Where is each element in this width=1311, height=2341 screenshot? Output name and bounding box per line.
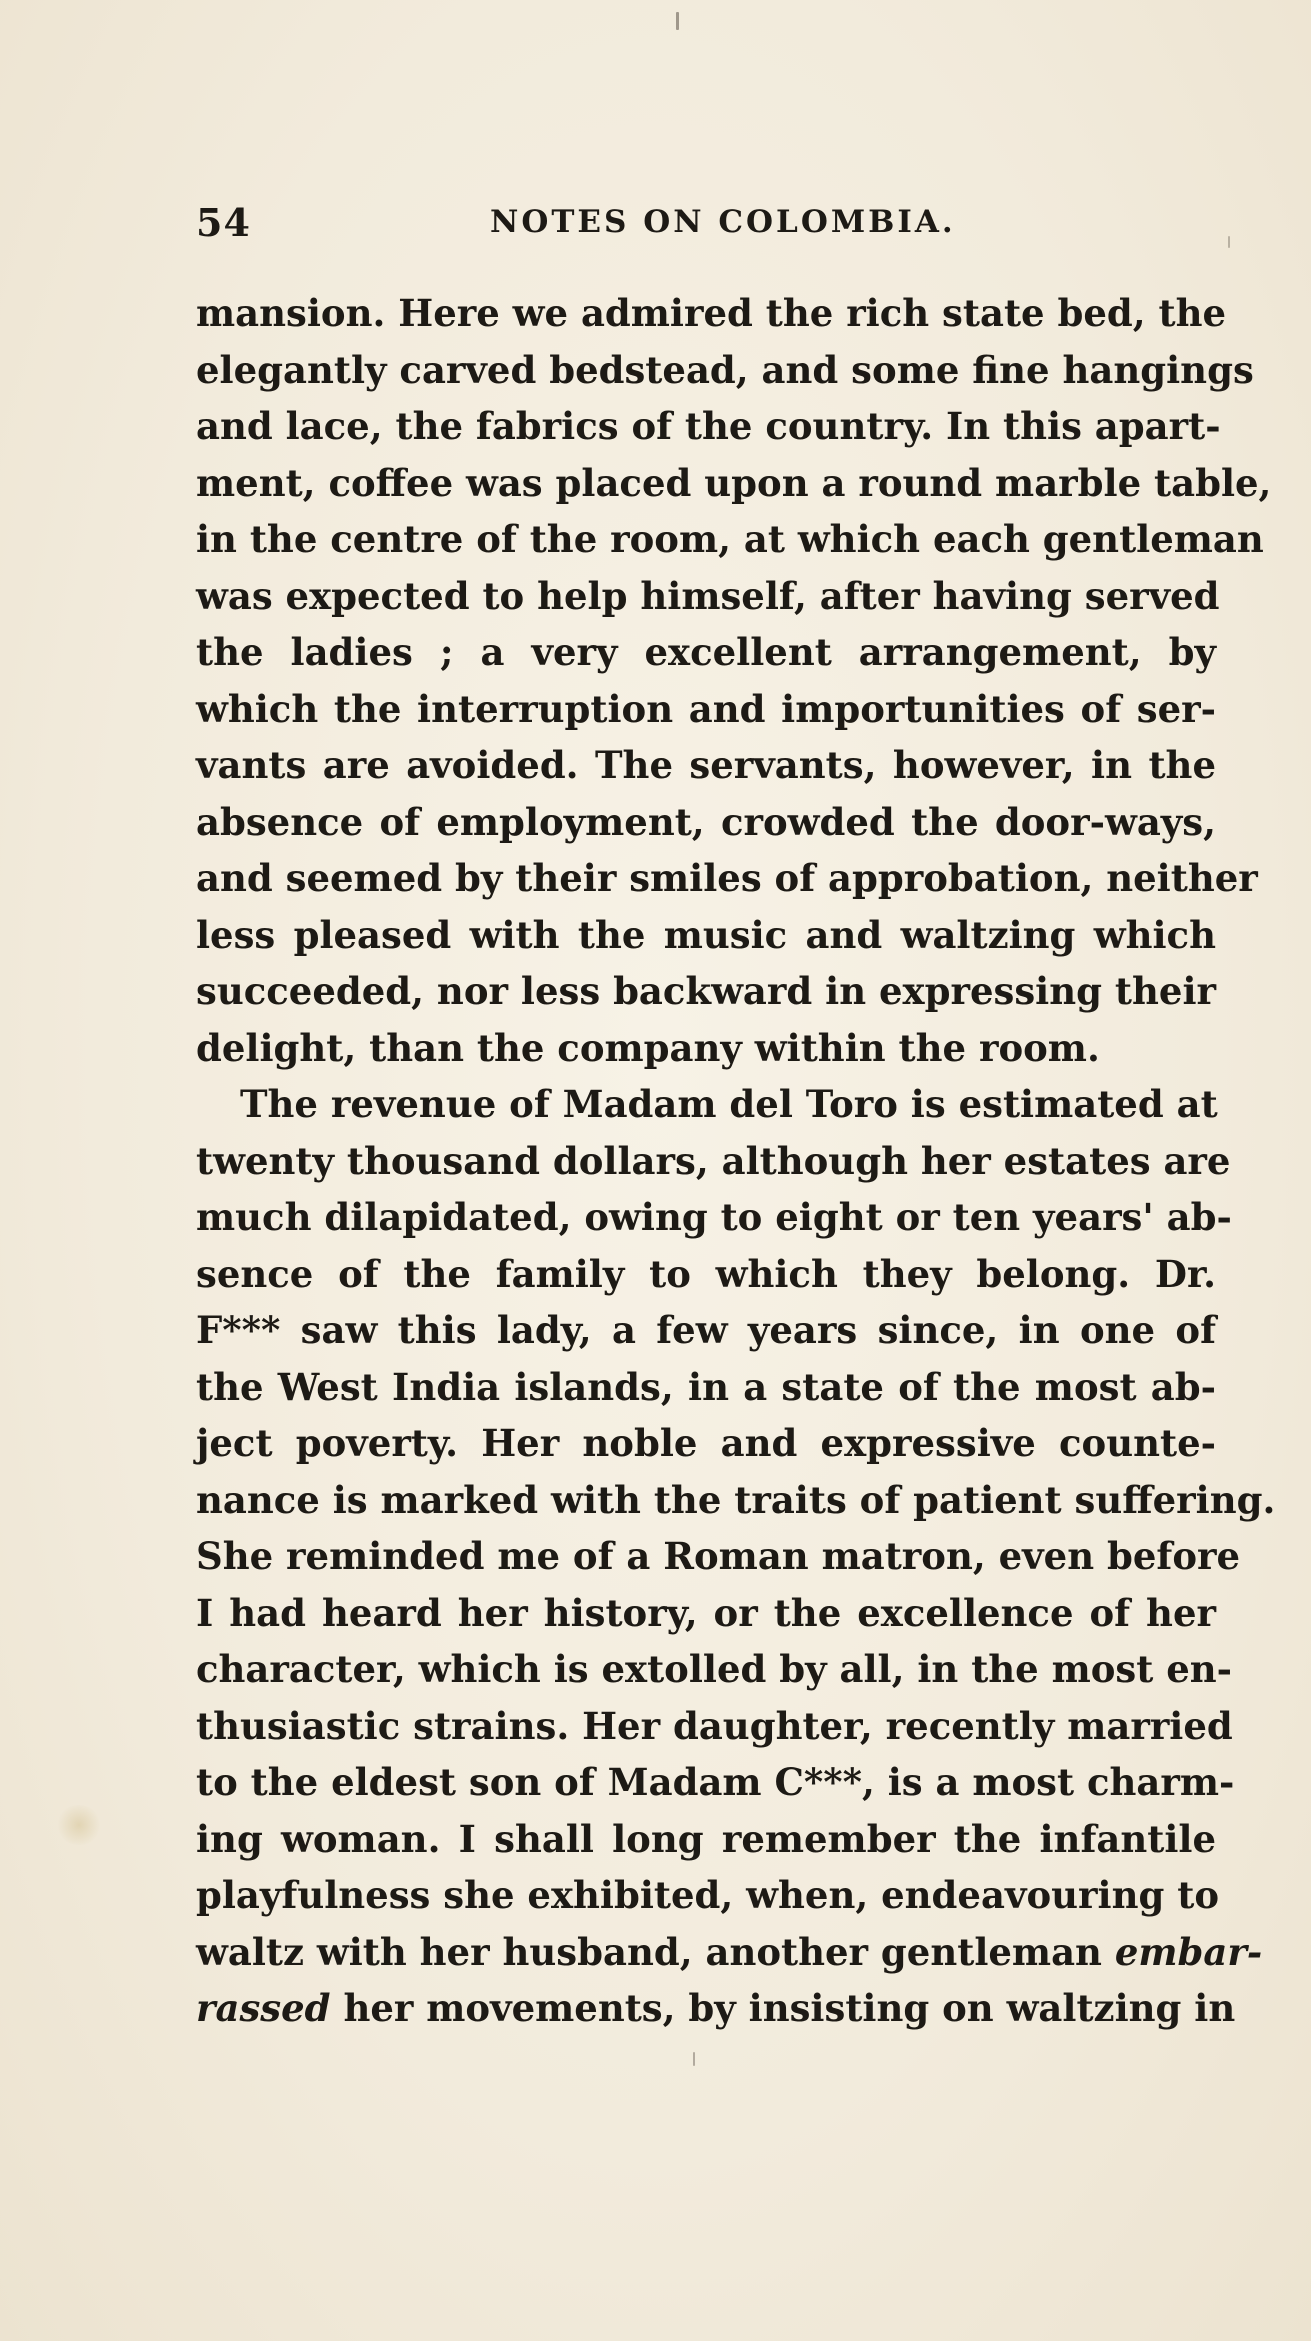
- text-line-main: waltz with her husband, another gentleman: [196, 1929, 1115, 1974]
- text-line: absence of employment, crowded the door-ways,: [196, 799, 1216, 844]
- text-line: elegantly carved bedstead, and some fine hangings: [196, 347, 1254, 392]
- text-line: nance is marked with the traits of patient suffering.: [196, 1477, 1276, 1522]
- paper-speck: [1228, 236, 1230, 248]
- text-line: succeeded, nor less backward in expressing their: [196, 969, 1216, 1013]
- italic-word: embar-: [1114, 1929, 1263, 1974]
- text-line: and seemed by their smiles of approbation, neither: [196, 856, 1258, 900]
- text-line: I had heard her history, or the excellence of her: [196, 1590, 1216, 1635]
- body-text: [196, 285, 1276, 2037]
- text-line: the ladies ; a very excellent arrangement, by: [196, 630, 1216, 674]
- text-line: ment, coffee was placed upon a round marble table,: [196, 460, 1272, 505]
- text-line: ing woman. I shall long remember the infantile: [196, 1816, 1216, 1861]
- text-line: thusiastic strains. Her daughter, recently married: [196, 1703, 1233, 1748]
- text-line-main: her movements, by insisting on waltzing in: [343, 1986, 1236, 2030]
- text-line: less pleased with the music and waltzing which: [196, 912, 1216, 957]
- text-line: vants are avoided. The servants, however, in the: [196, 743, 1216, 787]
- text-line: The revenue of Madam del Toro is estimated at: [240, 1082, 1218, 1126]
- italic-word: rassed: [196, 1986, 331, 2030]
- text-line: much dilapidated, owing to eight or ten years' ab-: [196, 1195, 1232, 1239]
- text-line: to the eldest son of Madam C***, is a most charm-: [196, 1760, 1235, 1804]
- page-number: 54: [196, 200, 251, 245]
- text-line: was expected to help himself, after having served: [196, 573, 1220, 618]
- text-line: the West India islands, in a state of the most ab-: [196, 1364, 1216, 1409]
- text-line: playfulness she exhibited, when, endeavouring to: [196, 1873, 1219, 1917]
- paper-speck: [676, 12, 679, 30]
- text-line: and lace, the fabrics of the country. In this apart-: [196, 404, 1221, 448]
- text-line: delight, than the company within the room.: [196, 1025, 1100, 1070]
- text-line: F*** saw this lady, a few years since, in one of: [196, 1308, 1216, 1352]
- running-title: NOTES ON COLOMBIA.: [490, 204, 956, 240]
- text-line: mansion. Here we admired the rich state bed, the: [196, 291, 1227, 335]
- text-line: She reminded me of a Roman matron, even before: [196, 1534, 1241, 1578]
- page-header: [196, 200, 1216, 260]
- text-line: twenty thousand dollars, although her estates are: [196, 1138, 1231, 1183]
- text-line: [196, 1980, 1236, 2037]
- text-line: which the interruption and importunities of ser-: [196, 686, 1216, 731]
- text-line: ject poverty. Her noble and expressive counte-: [196, 1421, 1216, 1465]
- text-line: character, which is extolled by all, in the most en-: [196, 1647, 1233, 1691]
- text-line: sence of the family to which they belong. Dr.: [196, 1251, 1216, 1296]
- text-line: in the centre of the room, at which each gentleman: [196, 517, 1264, 561]
- text-line: [196, 1924, 1263, 1981]
- paper-speck: [693, 2052, 695, 2066]
- paper-stain: [56, 1805, 102, 1845]
